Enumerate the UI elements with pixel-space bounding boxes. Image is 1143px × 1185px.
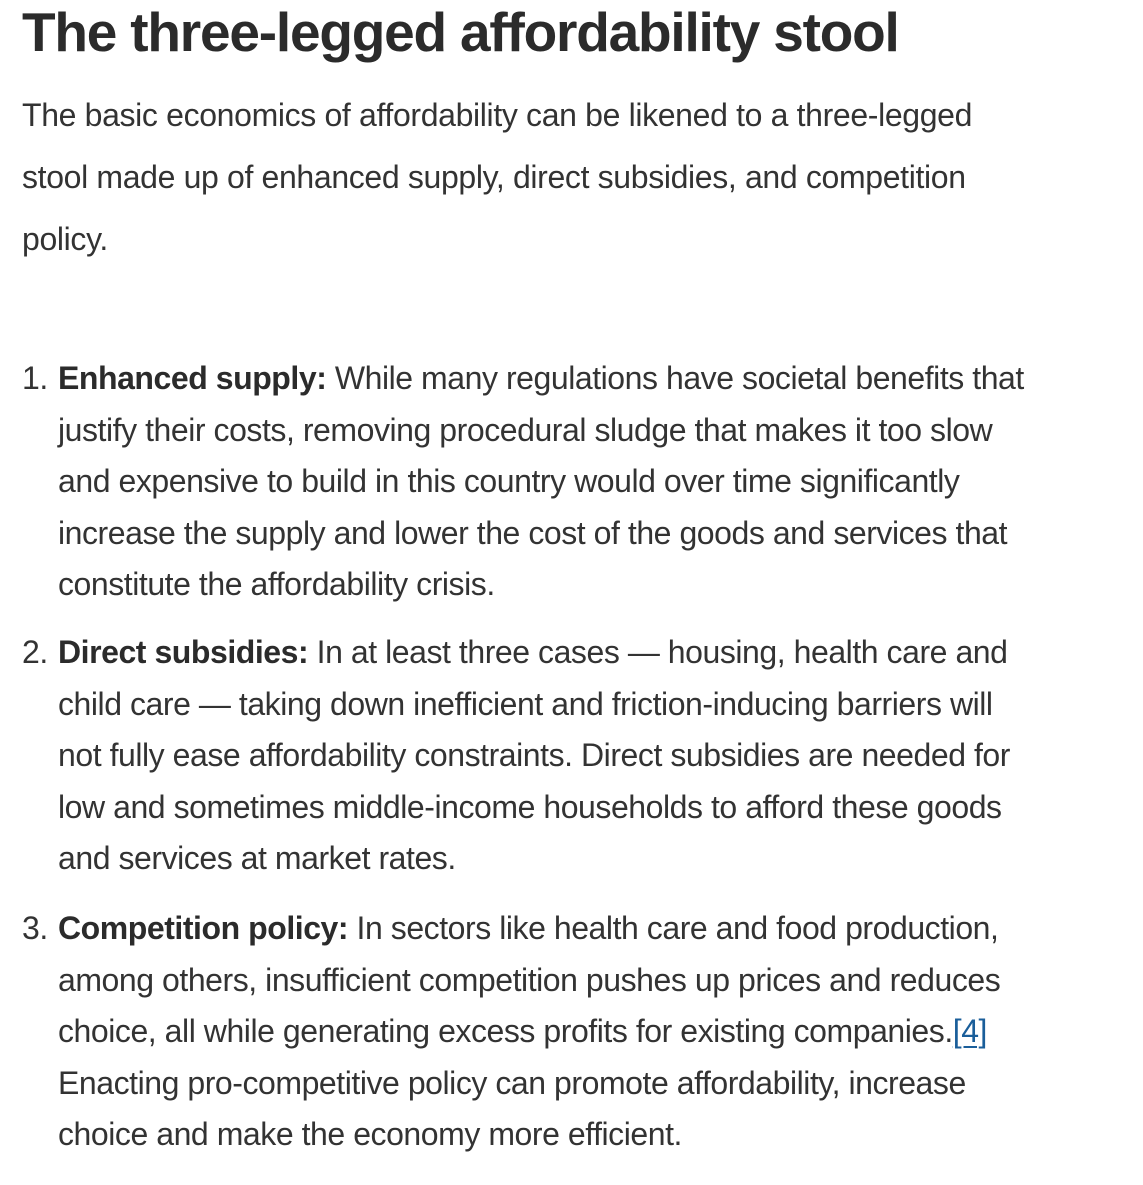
list-item-lead: Competition policy: (58, 910, 349, 946)
list-item-text (58, 627, 1133, 885)
article-heading: The three-legged affordability stool (22, 1, 899, 63)
footnote-link[interactable]: [4] (952, 1013, 987, 1049)
list-item-text (58, 353, 1133, 611)
intro-line: stool made up of enhanced supply, direct subsidies, and competition (22, 159, 966, 195)
list-item-line: In at least three cases — housing, health care and (308, 634, 1008, 670)
intro-line: policy. (22, 221, 108, 257)
list-item-line: choice, all while generating excess profits for existing companies. (58, 1013, 953, 1049)
list-item-line: and expensive to build in this country would over time significantly (58, 463, 960, 499)
list-item-line: Enacting pro-competitive policy can promote affordability, increase (58, 1064, 966, 1101)
list-item-line: justify their costs, removing procedural sludge that makes it too slow (58, 411, 993, 448)
list-item-number: 3. (22, 910, 48, 946)
list-item-text (58, 903, 1133, 1161)
list-item-line: increase the supply and lower the cost of the goods and services that (58, 514, 1008, 551)
intro-paragraph (22, 84, 1102, 270)
list-item-line: child care — taking down inefficient and friction-inducing barriers will (58, 685, 993, 722)
list-item-line: constitute the affordability crisis. (58, 566, 495, 602)
list-item-line: among others, insufficient competition pushes up prices and reduces (58, 961, 1001, 998)
list-item-lead: Enhanced supply: (58, 360, 327, 396)
list-item-line: not fully ease affordability constraints. Direct subsidies are needed for (58, 737, 1010, 773)
list-item-line: choice and make the economy more efficient. (58, 1116, 682, 1152)
list-item-line: low and sometimes middle-income households to afford these goods (58, 788, 1002, 825)
intro-line: The basic economics of affordability can be likened to a three-legged (22, 97, 973, 133)
list-item-lead: Direct subsidies: (58, 634, 309, 670)
list-item-line: While many regulations have societal benefits that (326, 360, 1024, 396)
list-item-line: and services at market rates. (58, 840, 456, 876)
list-item-number: 2. (22, 634, 48, 670)
list-item-line: In sectors like health care and food production, (348, 910, 999, 946)
list-item-number: 1. (22, 360, 48, 396)
